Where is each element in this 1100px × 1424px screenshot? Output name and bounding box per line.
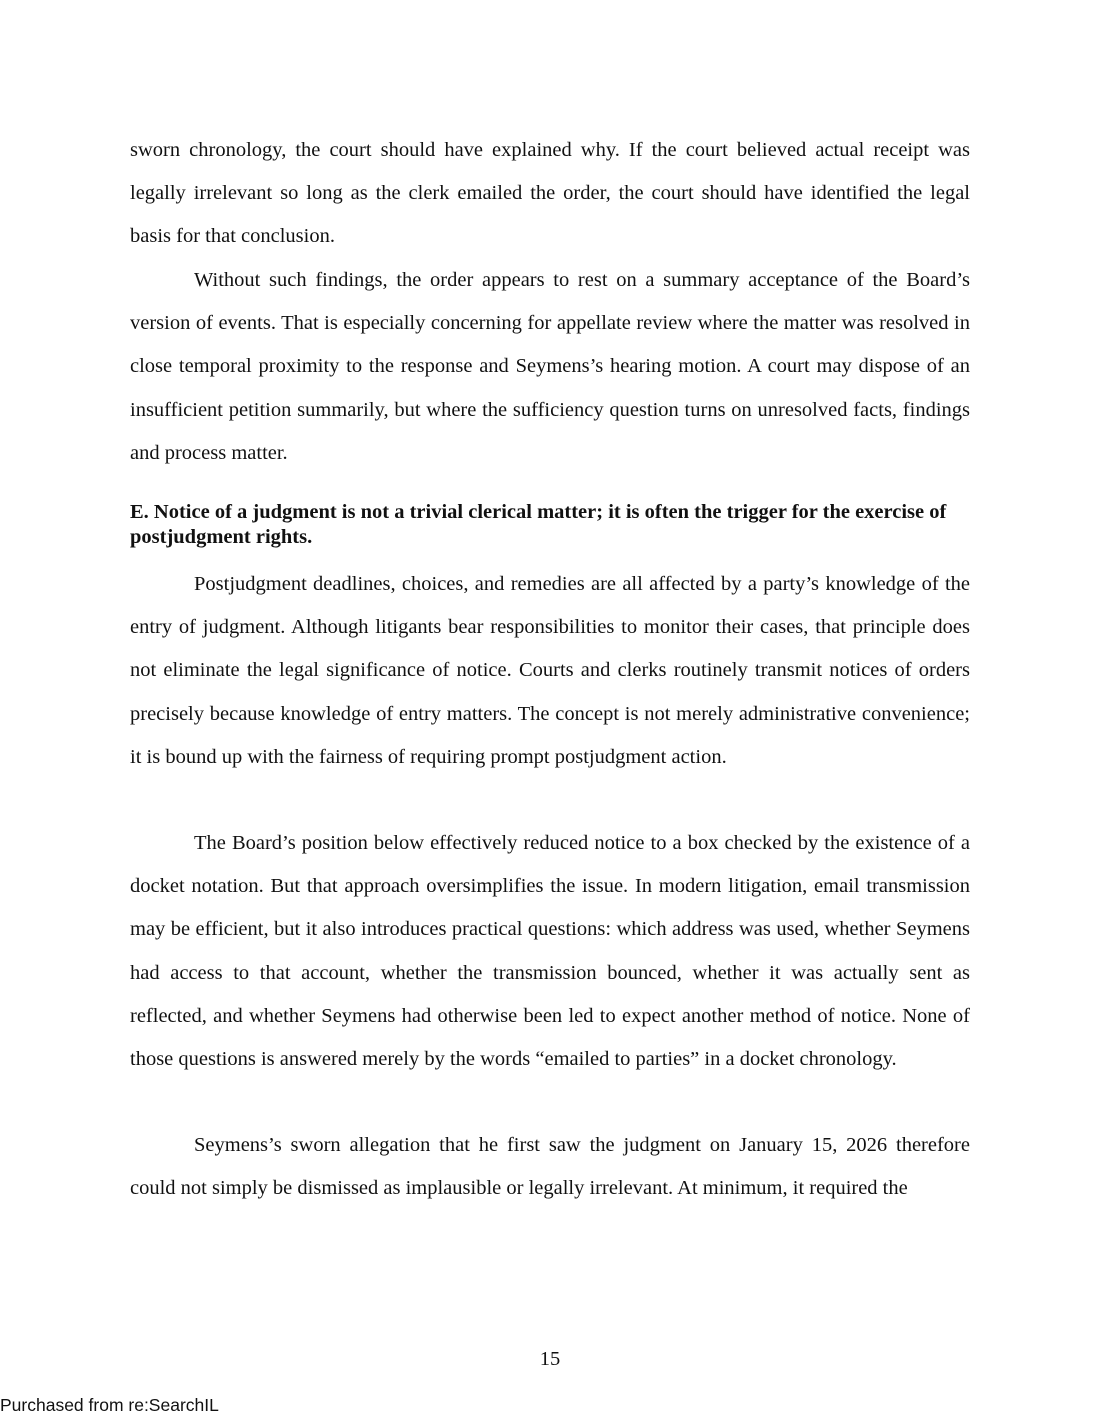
paragraph-postjudgment: Postjudgment deadlines, choices, and remedies are all affected by a party’s knowledge of the entry of judgment. Although litigants bear responsibilities to monitor their cases, that principle does not eliminate the legal significance of notice. Courts and clerks routinely transmit notices of orders precisely because knowledge of entry matters. The concept is not merely administrative convenience; it is bound up with the fairness of requiring prompt postjudgment action. — [130, 573, 970, 768]
purchase-source-note: Purchased from re:SearchIL — [0, 1395, 219, 1415]
document-page — [130, 0, 970, 1424]
paragraph-sworn-allegation: Seymens’s sworn allegation that he first saw the judgment on January 15, 2026 therefore could not simply be dismissed as implausible or legally irrelevant. At minimum, it required the — [130, 1134, 970, 1200]
paragraph-findings: Without such findings, the order appears to rest on a summary acceptance of the Board’s version of events. That is especially concerning for appellate review where the matter was resolved in close temporal proximity to the response and Seymens’s hearing motion. A court may dispose of an insufficient petition summarily, but where the sufficiency question turns on unresolved facts, findings and process matter. — [130, 269, 970, 464]
page-number: 15 — [539, 1348, 561, 1370]
section-heading-e: E. Notice of a judgment is not a trivial clerical matter; it is often the trigger for the exercise of postjudgment rights. — [130, 501, 947, 548]
paragraph-board-position: The Board’s position below effectively reduced notice to a box checked by the existence of a docket notation. But that approach oversimplifies the issue. In modern litigation, email transmission may be efficient, but it also introduces practical questions: which address was used, whether Seymens had access to that account, whether the transmission bounced, whether it was actually sent as reflected, and whether Seymens had otherwise been led to expect another method of notice. None of those questions is answered merely by the words “emailed to parties” in a docket chronology. — [130, 832, 970, 1071]
paragraph-continued: sworn chronology, the court should have explained why. If the court believed actual receipt was legally irrelevant so long as the clerk emailed the order, the court should have identified the legal basis for that conclusion. — [130, 139, 970, 248]
